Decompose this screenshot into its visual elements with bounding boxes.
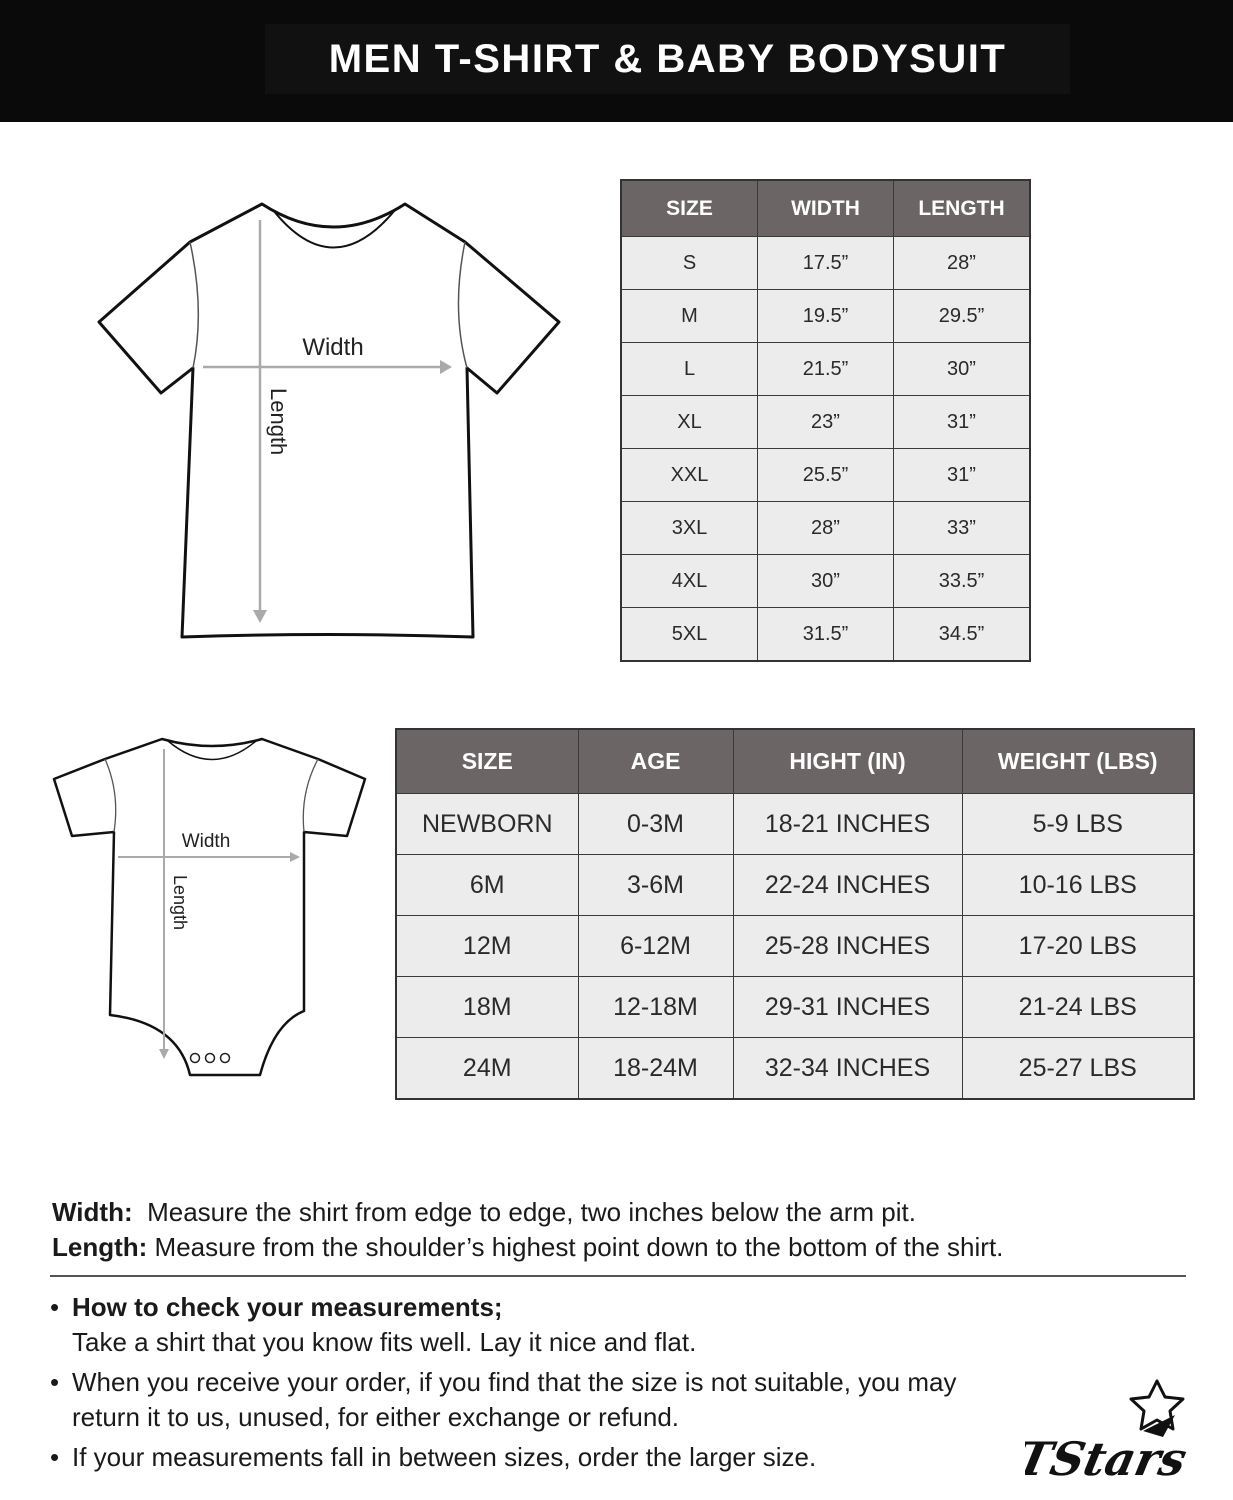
bullet: • bbox=[50, 1292, 60, 1322]
list-item bbox=[50, 1440, 1010, 1475]
table-row bbox=[396, 1038, 1194, 1100]
size-cell: 18M bbox=[396, 977, 578, 1038]
age-cell: 18-24M bbox=[578, 1038, 733, 1100]
width-note-label: Width: bbox=[52, 1197, 133, 1227]
column-header-width: WIDTH bbox=[758, 180, 894, 237]
tstars-logo bbox=[1025, 1375, 1205, 1495]
header-bar bbox=[0, 0, 1233, 122]
table-header-row bbox=[621, 180, 1030, 237]
snap-button bbox=[221, 1054, 230, 1063]
height-cell: 22-24 INCHES bbox=[733, 855, 962, 916]
size-cell: 24M bbox=[396, 1038, 578, 1100]
width-cell: 31.5” bbox=[758, 608, 894, 662]
size-cell: 12M bbox=[396, 916, 578, 977]
length-cell: 33.5” bbox=[894, 555, 1031, 608]
check-heading: How to check your measurements; bbox=[72, 1292, 503, 1322]
size-cell: 4XL bbox=[621, 555, 758, 608]
size-cell: 5XL bbox=[621, 608, 758, 662]
weight-cell: 17-20 LBS bbox=[962, 916, 1194, 977]
width-cell: 23” bbox=[758, 396, 894, 449]
measurement-notes bbox=[52, 1195, 1202, 1265]
list-item bbox=[50, 1290, 1010, 1360]
bodysuit-width-label: Width bbox=[181, 831, 231, 852]
table-header-row bbox=[396, 729, 1194, 794]
tips-list bbox=[50, 1290, 1010, 1480]
bullet: • bbox=[50, 1367, 60, 1397]
between-text: If your measurements fall in between sizes, order the larger size. bbox=[72, 1442, 817, 1472]
age-cell: 3-6M bbox=[578, 855, 733, 916]
weight-cell: 10-16 LBS bbox=[962, 855, 1194, 916]
logo-text: TStars bbox=[1025, 1431, 1192, 1486]
table-row bbox=[621, 396, 1030, 449]
bodysuit-outline bbox=[50, 733, 370, 1085]
size-cell: L bbox=[621, 343, 758, 396]
return-text: When you receive your order, if you find that the size is not suitable, you may return it to us, unused, for either exchange or refund. bbox=[72, 1367, 957, 1432]
column-header-length: LENGTH bbox=[894, 180, 1031, 237]
snap-button bbox=[191, 1054, 200, 1063]
column-header-weight: WEIGHT (LBS) bbox=[962, 729, 1194, 794]
table-row bbox=[621, 608, 1030, 662]
divider bbox=[50, 1275, 1186, 1277]
table-row bbox=[396, 855, 1194, 916]
height-cell: 25-28 INCHES bbox=[733, 916, 962, 977]
height-cell: 29-31 INCHES bbox=[733, 977, 962, 1038]
width-cell: 19.5” bbox=[758, 290, 894, 343]
table-row bbox=[396, 916, 1194, 977]
snap-button bbox=[206, 1054, 215, 1063]
baby-size-table bbox=[395, 728, 1195, 1100]
size-cell: XL bbox=[621, 396, 758, 449]
width-cell: 25.5” bbox=[758, 449, 894, 502]
page-title: MEN T-SHIRT & BABY BODYSUIT bbox=[265, 24, 1070, 94]
width-note-text: Measure the shirt from edge to edge, two inches below the arm pit. bbox=[147, 1197, 916, 1227]
bullet: • bbox=[50, 1442, 60, 1472]
age-cell: 6-12M bbox=[578, 916, 733, 977]
height-cell: 18-21 INCHES bbox=[733, 794, 962, 855]
size-cell: 3XL bbox=[621, 502, 758, 555]
length-note-label: Length: bbox=[52, 1232, 148, 1262]
table-row bbox=[621, 555, 1030, 608]
bodysuit-length-label: Length bbox=[170, 875, 190, 931]
age-cell: 12-18M bbox=[578, 977, 733, 1038]
list-item bbox=[50, 1365, 1010, 1435]
length-cell: 33” bbox=[894, 502, 1031, 555]
length-cell: 31” bbox=[894, 396, 1031, 449]
length-cell: 31” bbox=[894, 449, 1031, 502]
width-cell: 28” bbox=[758, 502, 894, 555]
tshirt-width-label: Width bbox=[302, 334, 364, 361]
tshirt-illustration bbox=[95, 200, 565, 645]
check-text: Take a shirt that you know fits well. Lay it nice and flat. bbox=[72, 1327, 697, 1357]
length-note-text: Measure from the shoulder’s highest point down to the bottom of the shirt. bbox=[154, 1232, 1004, 1262]
height-cell: 32-34 INCHES bbox=[733, 1038, 962, 1100]
tshirt-outline bbox=[95, 200, 565, 645]
table-row bbox=[621, 290, 1030, 343]
star-icon bbox=[1131, 1381, 1183, 1429]
men-size-table bbox=[620, 179, 1031, 662]
width-cell: 30” bbox=[758, 555, 894, 608]
column-header-size: SIZE bbox=[396, 729, 578, 794]
column-header-size: SIZE bbox=[621, 180, 758, 237]
width-cell: 17.5” bbox=[758, 237, 894, 290]
age-cell: 0-3M bbox=[578, 794, 733, 855]
length-note bbox=[52, 1230, 1202, 1265]
column-header-age: AGE bbox=[578, 729, 733, 794]
width-note bbox=[52, 1195, 1202, 1230]
length-cell: 28” bbox=[894, 237, 1031, 290]
tshirt-length-label: Length bbox=[266, 388, 291, 456]
size-cell: S bbox=[621, 237, 758, 290]
table-row bbox=[621, 343, 1030, 396]
column-header-height: HIGHT (IN) bbox=[733, 729, 962, 794]
bodysuit-illustration bbox=[50, 733, 370, 1085]
table-row bbox=[621, 449, 1030, 502]
size-cell: 6M bbox=[396, 855, 578, 916]
length-cell: 29.5” bbox=[894, 290, 1031, 343]
size-cell: NEWBORN bbox=[396, 794, 578, 855]
table-row bbox=[621, 237, 1030, 290]
size-cell: M bbox=[621, 290, 758, 343]
table-row bbox=[396, 794, 1194, 855]
weight-cell: 21-24 LBS bbox=[962, 977, 1194, 1038]
table-row bbox=[396, 977, 1194, 1038]
weight-cell: 5-9 LBS bbox=[962, 794, 1194, 855]
size-cell: XXL bbox=[621, 449, 758, 502]
length-cell: 34.5” bbox=[894, 608, 1031, 662]
length-cell: 30” bbox=[894, 343, 1031, 396]
width-cell: 21.5” bbox=[758, 343, 894, 396]
table-row bbox=[621, 502, 1030, 555]
weight-cell: 25-27 LBS bbox=[962, 1038, 1194, 1100]
